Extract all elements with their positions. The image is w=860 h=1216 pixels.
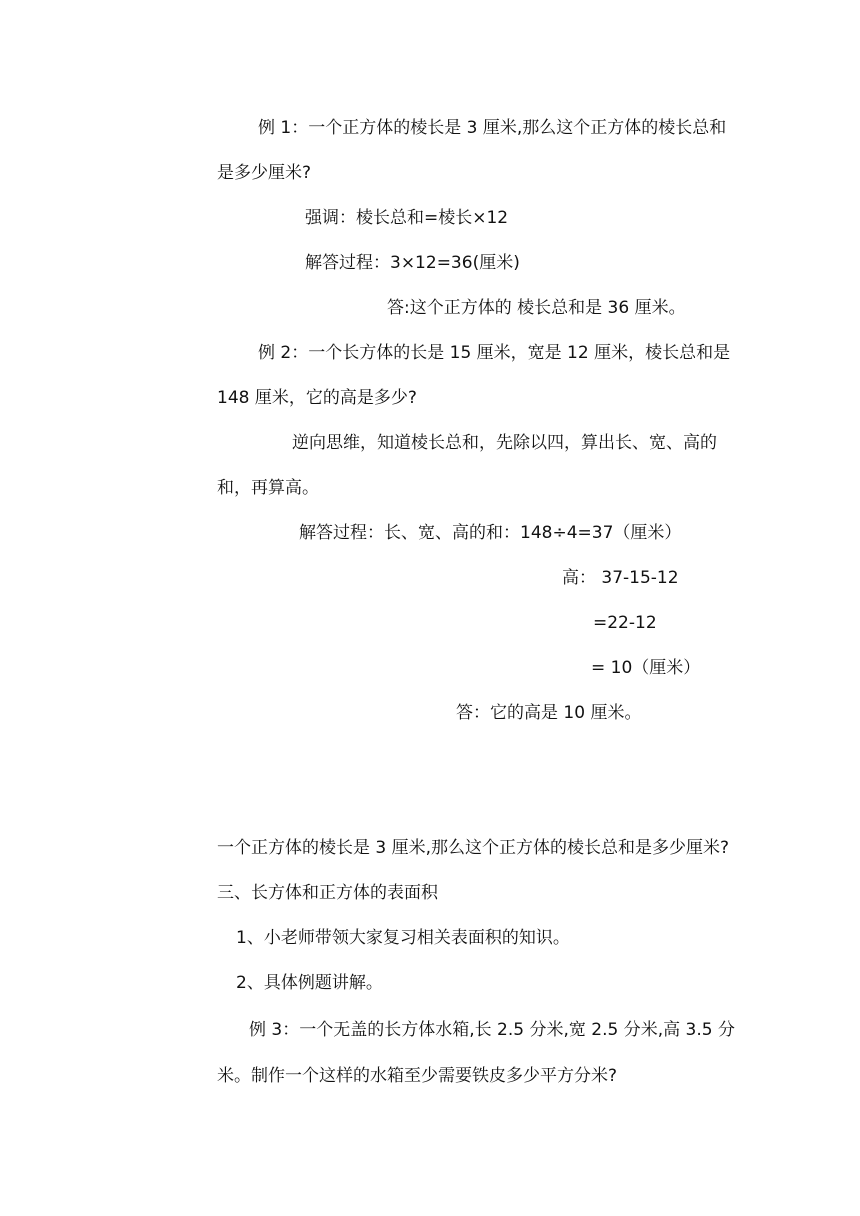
example-3-question-line-2: 米。制作一个这样的水箱至少需要铁皮多少平方分米? <box>217 1066 618 1086</box>
example-2-hint-line-1: 逆向思维，知道棱长总和，先除以四，算出长、宽、高的 <box>292 433 717 453</box>
example-2-hint-line-2: 和，再算高。 <box>217 478 319 498</box>
example-3-question-line-1: 例 3：一个无盖的长方体水箱,长 2.5 分米,宽 2.5 分米,高 3.5 分 <box>249 1020 735 1040</box>
example-1-solution: 解答过程：3×12=36(厘米) <box>305 253 520 273</box>
example-2-height-step-2: =22-12 <box>593 613 657 633</box>
example-2-question-line-1: 例 2：一个长方体的长是 15 厘米，宽是 12 厘米，棱长总和是 <box>258 343 731 363</box>
example-2-height-step-3: = 10（厘米） <box>591 658 701 678</box>
example-2-solution: 解答过程：长、宽、高的和：148÷4=37（厘米） <box>299 523 682 543</box>
example-2-answer: 答：它的高是 10 厘米。 <box>456 703 642 723</box>
example-1-answer: 答:这个正方体的 棱长总和是 36 厘米。 <box>387 298 686 318</box>
section-3-heading: 三、长方体和正方体的表面积 <box>217 883 438 903</box>
practice-question: 一个正方体的棱长是 3 厘米,那么这个正方体的棱长总和是多少厘米? <box>217 838 730 858</box>
example-1-question-line-2: 是多少厘米? <box>217 163 312 183</box>
section-3-item-1: 1、小老师带领大家复习相关表面积的知识。 <box>236 928 570 948</box>
example-2-height-step-1: 高： 37-15-12 <box>562 568 679 588</box>
example-1-question-line-1: 例 1：一个正方体的棱长是 3 厘米,那么这个正方体的棱长总和 <box>258 118 727 138</box>
section-3-item-2: 2、具体例题讲解。 <box>236 973 383 993</box>
example-2-question-line-2: 148 厘米，它的高是多少? <box>217 388 417 408</box>
example-1-emphasis: 强调：棱长总和=棱长×12 <box>305 208 509 228</box>
